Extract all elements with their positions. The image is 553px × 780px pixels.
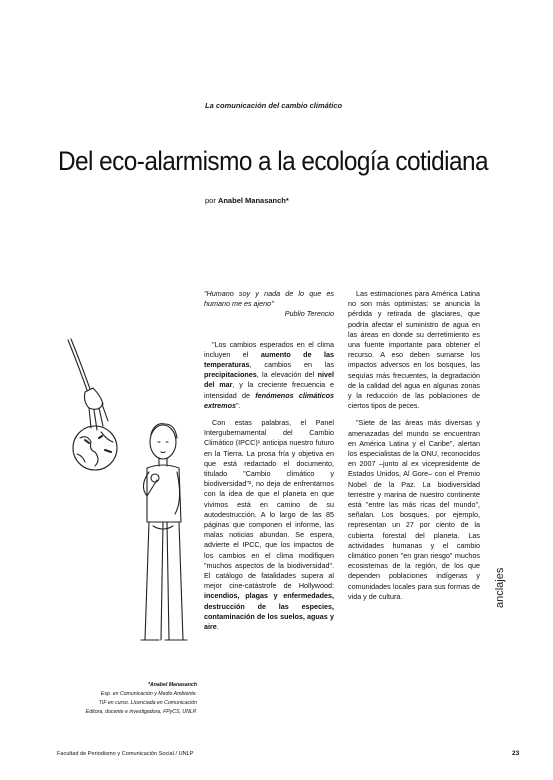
footer-publication: Facultad de Periodismo y Comunicación Social / UNLP: [57, 751, 194, 757]
byline-author: Anabel Manasanch*: [217, 196, 289, 205]
legs: [145, 522, 183, 640]
paragraph-1: "Los cambios esperados en el clima incluyen el aumento de las temperaturas, cambios en las precipitaciones, la elevación del nivel del mar, y la creciente frecuencia e intensidad de fenómenos climáticos extremos".: [204, 339, 334, 410]
page-number: 23: [512, 750, 520, 757]
section-side-label: anclajes: [494, 567, 506, 608]
illustration-person-with-fork-and-globe: [55, 300, 195, 680]
text-column-1: [204, 289, 334, 639]
section-kicker: La comunicación del cambio climático: [205, 101, 343, 110]
author-note-role-3: Editora, docente e investigadora, FPyCS, UNLP.: [85, 709, 197, 715]
fork-head: [85, 388, 104, 409]
author-note-name: *Anabel Manasanch: [147, 682, 197, 688]
fork-handle: [68, 340, 87, 390]
author-note: [82, 681, 197, 717]
author-note-role-1: Esp. en Comunicación y Medio Ambiente.: [100, 691, 197, 697]
text-column-2: [348, 289, 480, 609]
paragraph-3: Las estimaciones para América Latina no son más optimistas: se anuncia la pérdida y retirada de glaciares, que podría afectar el suministro de agua en las áreas en donde su derretimiento es una fuente importante para obtener el recurso. A eso deben sumarse los impactos adversos en los bosques, las sequías más frecuentes, la degradación de la calidad del agua en algunas zonas y la reducción de las poblaciones de ciertos tipos de peces.: [348, 289, 480, 411]
author-note-role-2: TIF en curso. Licenciada en Comunicación: [98, 700, 197, 706]
epigraph-text: "Humano soy y nada de lo que es humano me es ajeno": [204, 289, 334, 309]
byline-prefix: por: [205, 196, 216, 205]
paragraph-4: "Siete de las áreas más diversas y amenazadas del mundo se encuentran en América Latina y el Caribe", alertan los especialistas de la ONU, reconocidos en 2007 –junto al ex vicepresidente de Estados Unidos, Al Gore– con el Premio Nobel de la Paz. La biodiversidad terrestre y marina de nuestro continente está "entre las más ricas del mundo", señalan. Los bosques, por ejemplo, representan un 27 por ciento de la cubierta forestal del planeta. Las actividades humanas y el cambio climático ponen "en gran riesgo" muchos ecosistemas de la región, de los que dependen poblaciones indígenas y comunidades locales para sus formas de vida y de cultura.: [348, 418, 480, 601]
paragraph-2: Con estas palabras, el Panel Intergubernamental del Cambio Climático (IPCC)¹ anticipa nuestro futuro en la Tierra. La prosa fría y objetiva en que está redactado el documento, titulado "Cambio climático y biodiversidad"², no deja de enfrentarnos con la idea de que el planeta en que vivimos está en camino de su autodestrucción. A lo largo de las 85 páginas que componen el informe, las malas noticias abundan. Se espera, advierte el IPCC, que los impactos de los cambios en el clima modifiquen "muchos aspectos de la biodiversidad". El catálogo de fatalidades supera al mejor cine-catástrofe de Hollywood: incendios, plagas y enfermedades, destrucción de las especies, contaminación de los suelos, aguas y aire.: [204, 418, 334, 632]
head: [150, 425, 176, 459]
globe: [73, 426, 117, 470]
article-title: Del eco-alarmismo a la ecología cotidiana: [58, 146, 488, 176]
epigraph-author: Publio Terencio: [284, 309, 334, 319]
byline: [205, 196, 289, 205]
